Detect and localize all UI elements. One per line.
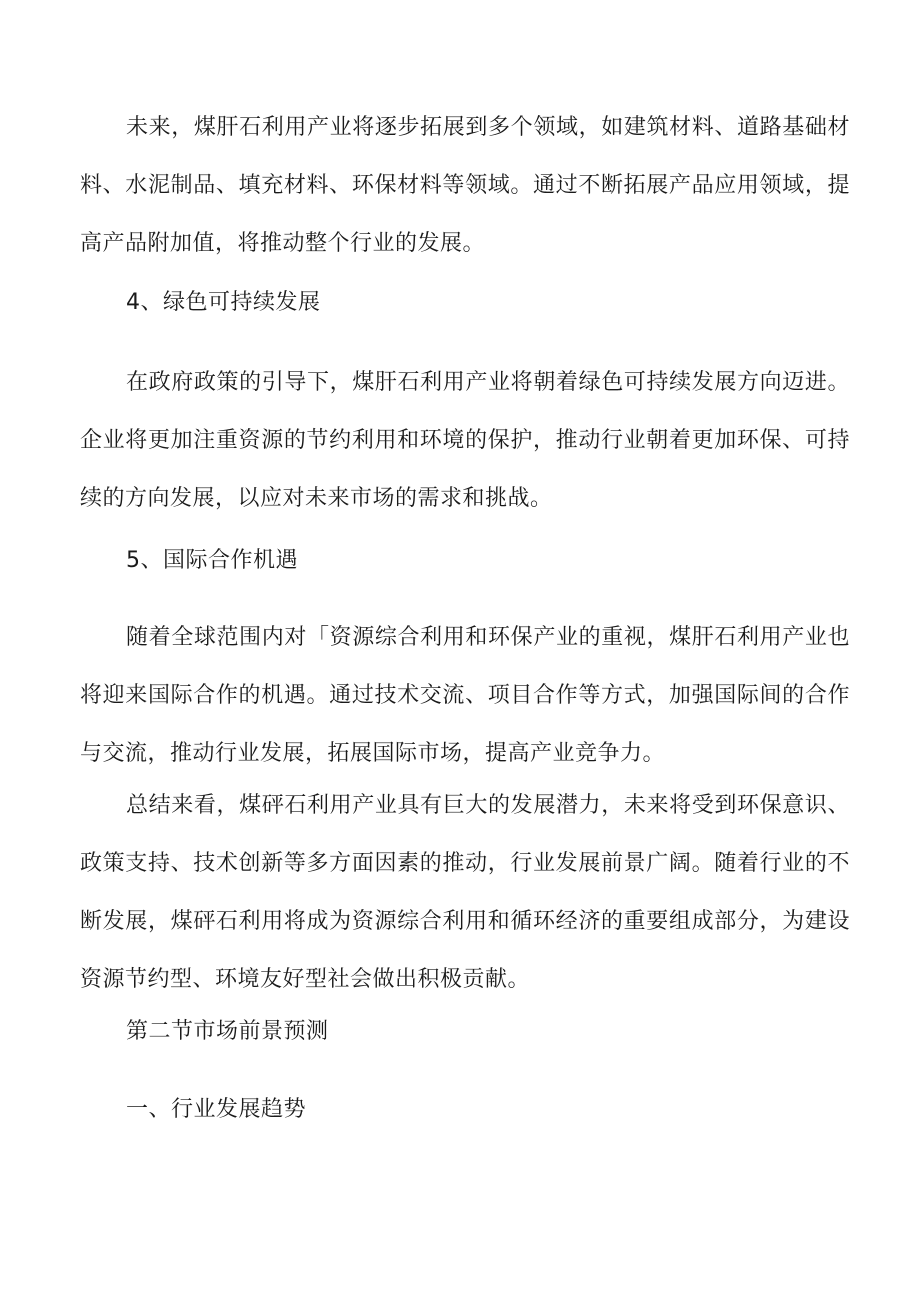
- section-title: 第二节市场前景预测: [126, 1019, 329, 1044]
- heading-international-cooperation: 5、国际合作机遇: [126, 548, 298, 573]
- paragraph-green-development: 在政府政策的引导下，煤肝石利用产业将朝着绿色可持续发展方向迈进。企业将更加注重资源的节约利用和环境的保护，推动行业朝着更加环保、可持续的方向发展，以应对未来市场的需求和挑战。: [80, 370, 850, 511]
- paragraph-future-fields: 未来，煤肝石利用产业将逐步拓展到多个领域，如建筑材料、道路基础材料、水泥制品、填充材料、环保材料等领域。通过不断拓展产品应用领域，提高产品附加值，将推动整个行业的发展。: [80, 115, 850, 256]
- paragraph-international-cooperation: 随着全球范围内对「资源综合利用和环保产业的重视，煤肝石利用产业也将迎来国际合作的机遇。通过技术交流、项目合作等方式，加强国际间的合作与交流，推动行业发展，拓展国际市场，提高产业竞争力。: [80, 625, 850, 766]
- subsection-title: 一、行业发展趋势: [126, 1097, 307, 1122]
- paragraph-summary: 总结来看，煤砰石利用产业具有巨大的发展潜力，未来将受到环保意识、政策支持、技术创新等多方面因素的推动，行业发展前景广阔。随着行业的不断发展，煤砰石利用将成为资源综合利用和循环经济的重要组成部分，为建设资源节约型、环境友好型社会做出积极贡献。: [80, 793, 850, 992]
- heading-green-sustainable: 4、绿色可持续发展: [126, 290, 321, 315]
